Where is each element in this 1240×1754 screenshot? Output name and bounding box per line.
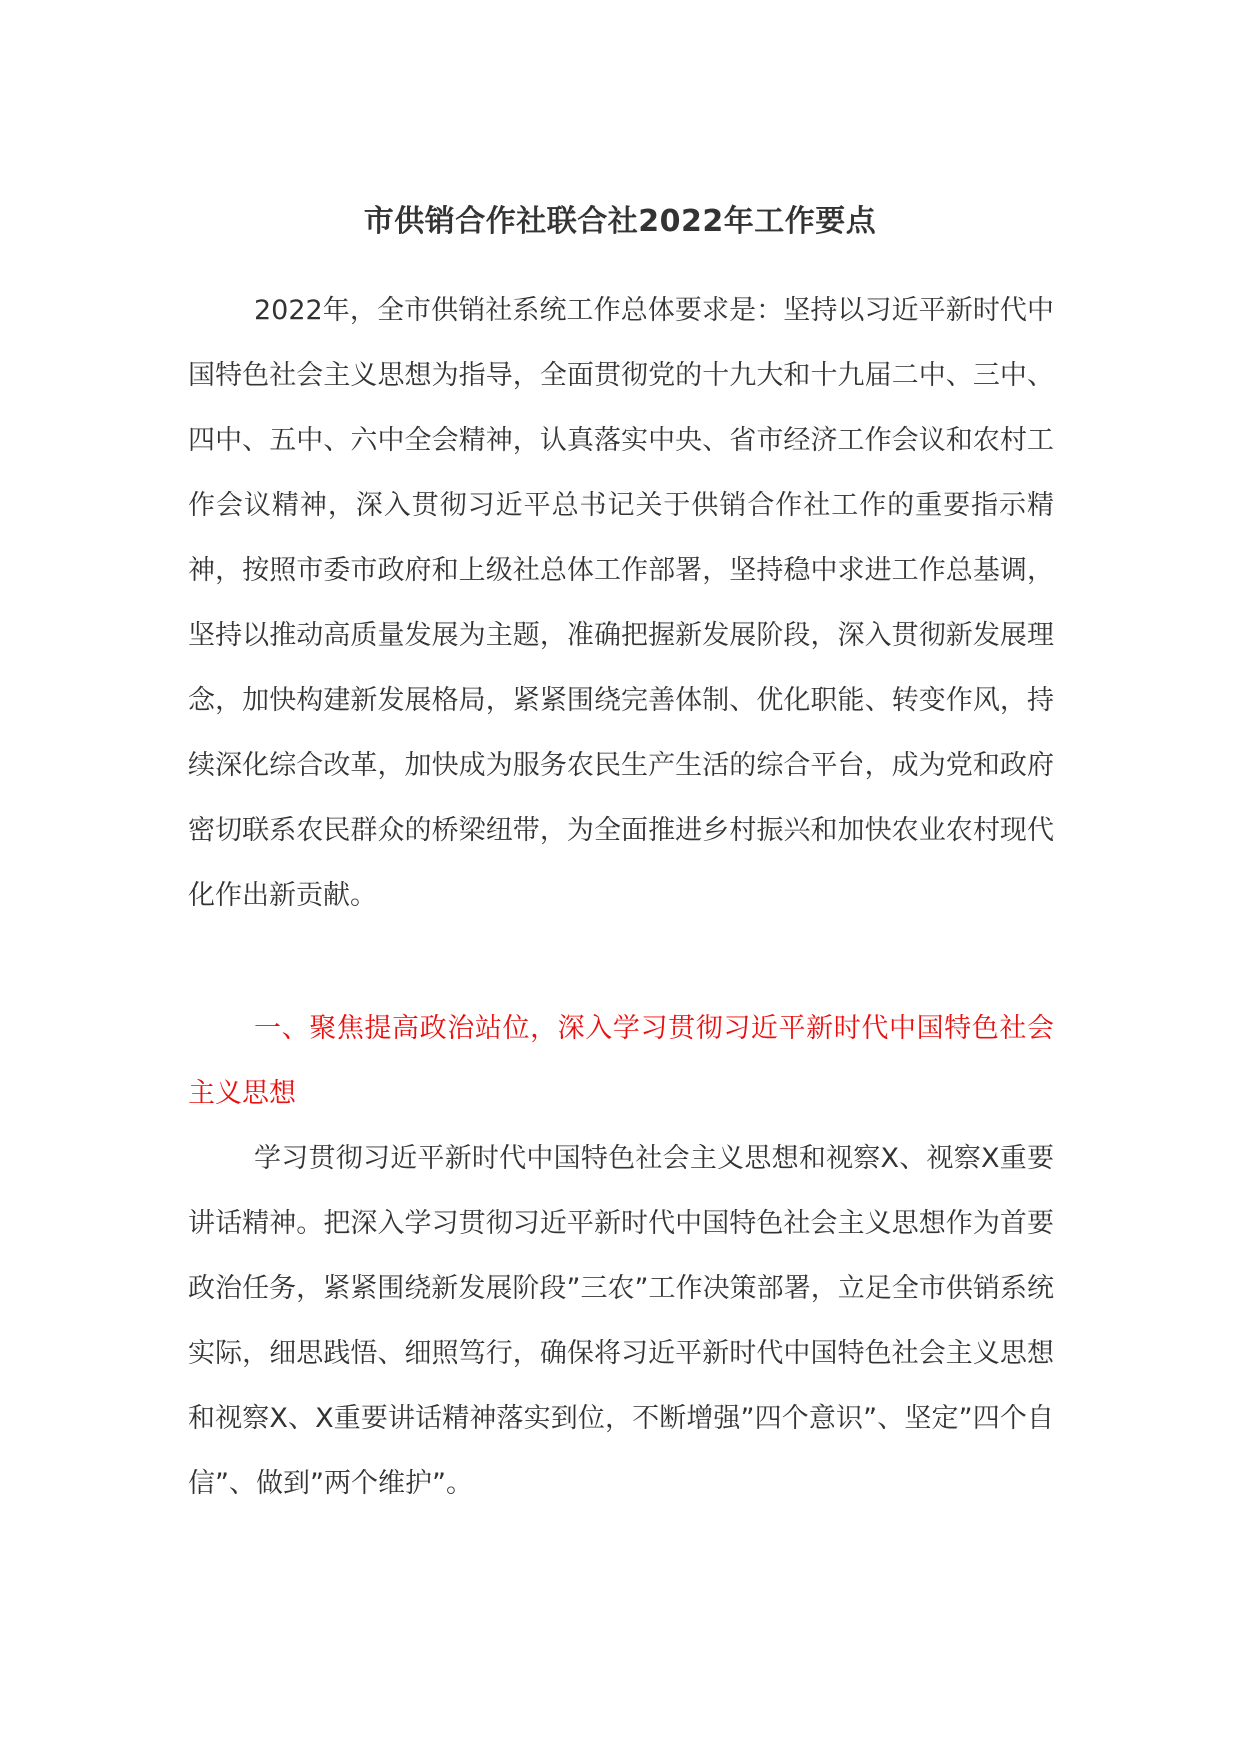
- section-paragraph-1: 学习贯彻习近平新时代中国特色社会主义思想和视察X、视察X重要讲话精神。把深入学习贯彻习近平新时代中国特色社会主义思想作为首要政治任务，紧紧围绕新发展阶段”三农”工作决策部署，立足全市供销系统实际，细思践悟、细照笃行，确保将习近平新时代中国特色社会主义思想和视察X、X重要讲话精神落实到位，不断增强”四个意识”、坚定”四个自信”、做到”两个维护”。: [188, 1143, 1054, 1499]
- document-title: 市供销合作社联合社2022年工作要点: [363, 204, 877, 239]
- section-heading-1: 一、聚焦提高政治站位，深入学习贯彻习近平新时代中国特色社会主义思想: [188, 1013, 1054, 1109]
- intro-paragraph: 2022年，全市供销社系统工作总体要求是：坚持以习近平新时代中国特色社会主义思想为指导，全面贯彻党的十九大和十九届二中、三中、四中、五中、六中全会精神，认真落实中央、省市经济工作会议和农村工作会议精神，深入贯彻习近平总书记关于供销合作社工作的重要指示精神，按照市委市政府和上级社总体工作部署，坚持稳中求进工作总基调，坚持以推动高质量发展为主题，准确把握新发展阶段，深入贯彻新发展理念，加快构建新发展格局，紧紧围绕完善体制、优化职能、转变作风，持续深化综合改革，加快成为服务农民生产生活的综合平台，成为党和政府密切联系农民群众的桥梁纽带，为全面推进乡村振兴和加快农业农村现代化作出新贡献。: [188, 295, 1054, 911]
